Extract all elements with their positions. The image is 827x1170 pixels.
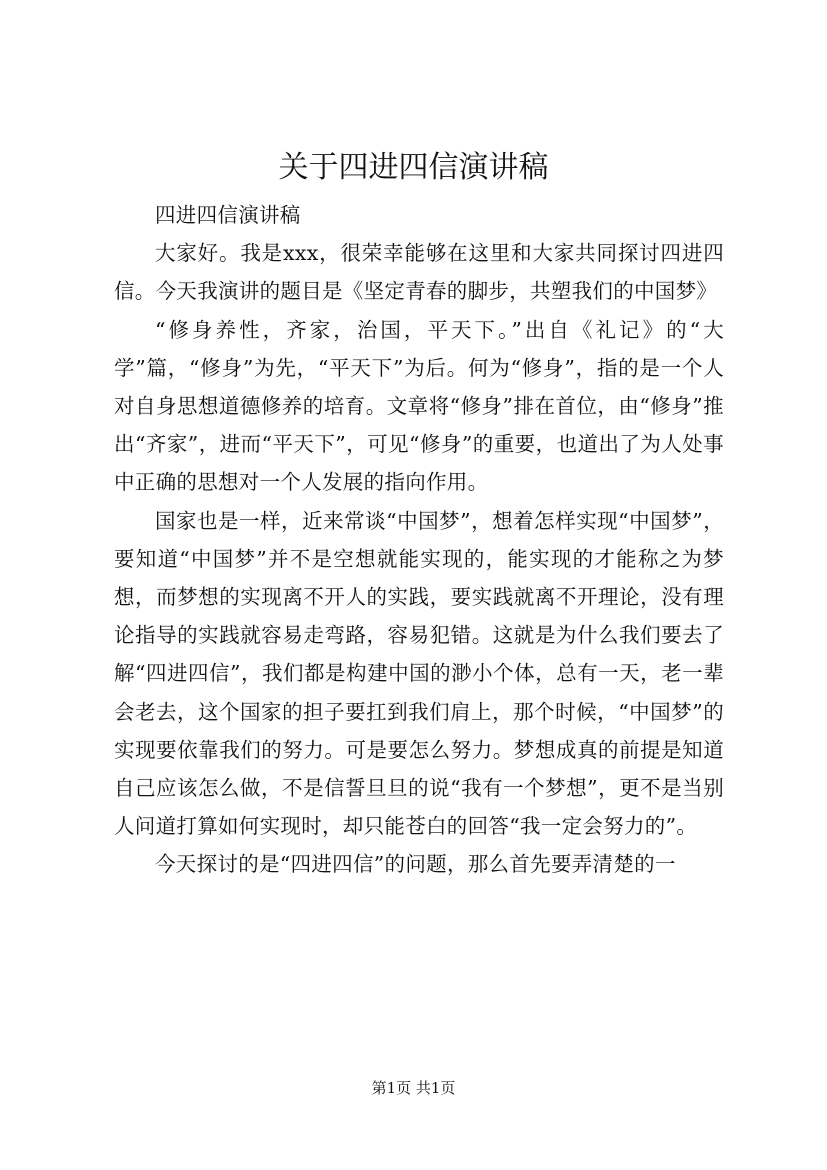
paragraph-greeting: 大家好。我是xxx，很荣幸能够在这里和大家共同探讨四进四信。今天我演讲的题目是《坚定青春的脚步，共塑我们的中国梦》 xyxy=(114,241,724,304)
page-number-footer: 第1页 共1页 xyxy=(371,1079,456,1097)
document-body xyxy=(114,196,724,884)
document-title: 关于四进四信演讲稿 xyxy=(278,150,549,185)
paragraph-subtitle: 四进四信演讲稿 xyxy=(155,203,301,227)
paragraph-xiushen: “修身养性，齐家，治国，平天下。”出自《礼记》的“大学”篇，“修身”为先，“平天下”为后。何为“修身”，指的是一个人对自身思想道德修养的培育。文章将“修身”排在首位，由“修身”推出“齐家”，进而“平天下”，可见“修身”的重要，也道出了为人处事中正确的思想对一个人发展的指向作用。 xyxy=(114,317,724,495)
paragraph-chinese-dream: 国家也是一样，近来常谈“中国梦”，想着怎样实现“中国梦”，要知道“中国梦”并不是空想就能实现的，能实现的才能称之为梦想，而梦想的实现离不开人的实践，要实践就离不开理论，没有理论指导的实践就容易走弯路，容易犯错。这就是为什么我们要去了解“四进四信”，我们都是构建中国的渺小个体，总有一天，老一辈会老去，这个国家的担子要扛到我们肩上，那个时候，“中国梦”的实现要依靠我们的努力。可是要怎么努力。梦想成真的前提是知道自己应该怎么做，不是信誓旦旦的说“我有一个梦想”，更不是当别人问道打算如何实现时，却只能苍白的回答“我一定会努力的”。 xyxy=(114,508,724,839)
paragraph-discussion: 今天探讨的是“四进四信”的问题，那么首先要弄清楚的一 xyxy=(155,852,676,877)
